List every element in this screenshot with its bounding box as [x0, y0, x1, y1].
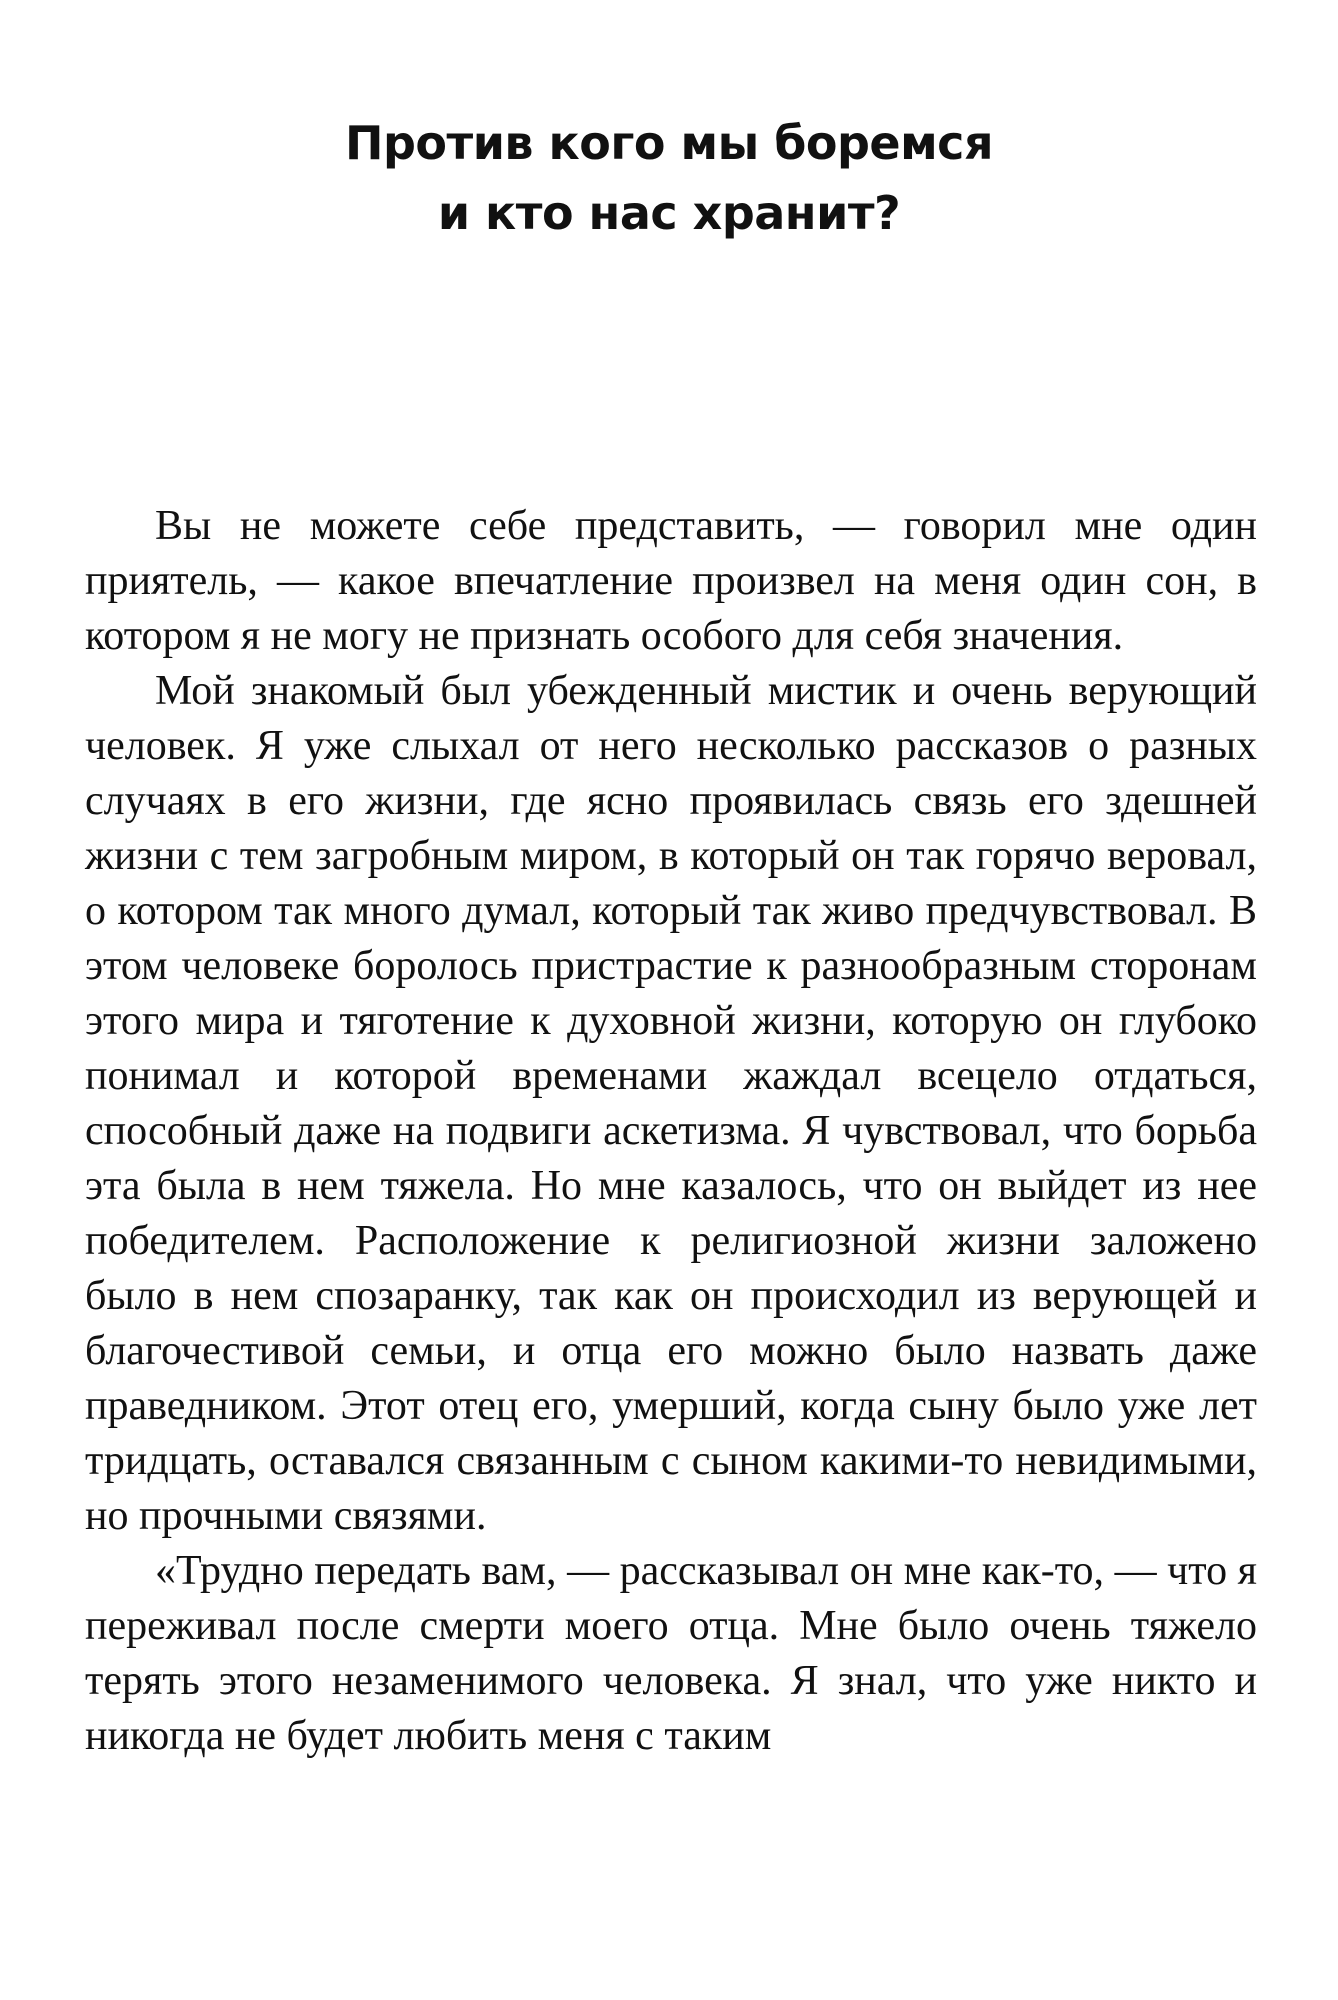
- paragraph-1: Вы не можете себе представить, — говорил мне один приятель, — какое впечатление произвел на меня один сон, в котором я не могу не признать особого для себя значения.: [85, 503, 1257, 659]
- paragraph-3: «Трудно передать вам, — рассказывал он мне как-то, — что я переживал после смерти моего отца. Мне было очень тяжело терять этого незаменимого человека. Я знал, что уже никто и никогда не будет любить меня с таким: [85, 1548, 1257, 1759]
- paragraph-2: Мой знакомый был убежденный мистик и очень верующий человек. Я уже слыхал от него несколько рассказов о разных случаях в его жизни, где ясно проявилась связь его здешней жизни с тем загробным миром, в который он так горячо веровал, о котором так много думал, который так живо предчувствовал. В этом человеке боролось пристрастие к разнообразным сторонам этого мира и тяготение к духовной жизни, которую он глубоко понимал и которой временами жаждал всецело отдаться, способный даже на подвиги аскетизма. Я чувствовал, что борьба эта была в нем тяжела. Но мне казалось, что он выйдет из нее победителем. Расположение к религиозной жизни заложено было в нем спозаранку, так как он происходил из верующей и благочестивой семьи, и отца его можно было назвать даже праведником. Этот отец его, умерший, когда сыну было уже лет тридцать, оставался связанным с сыном какими-то невидимыми, но прочными связями.: [85, 668, 1257, 1539]
- body-text: [85, 499, 1257, 1764]
- chapter-title-line-1: Против кого мы боремся: [345, 116, 993, 170]
- chapter-title: [0, 108, 1338, 248]
- chapter-title-line-2: и кто нас хранит?: [437, 186, 901, 240]
